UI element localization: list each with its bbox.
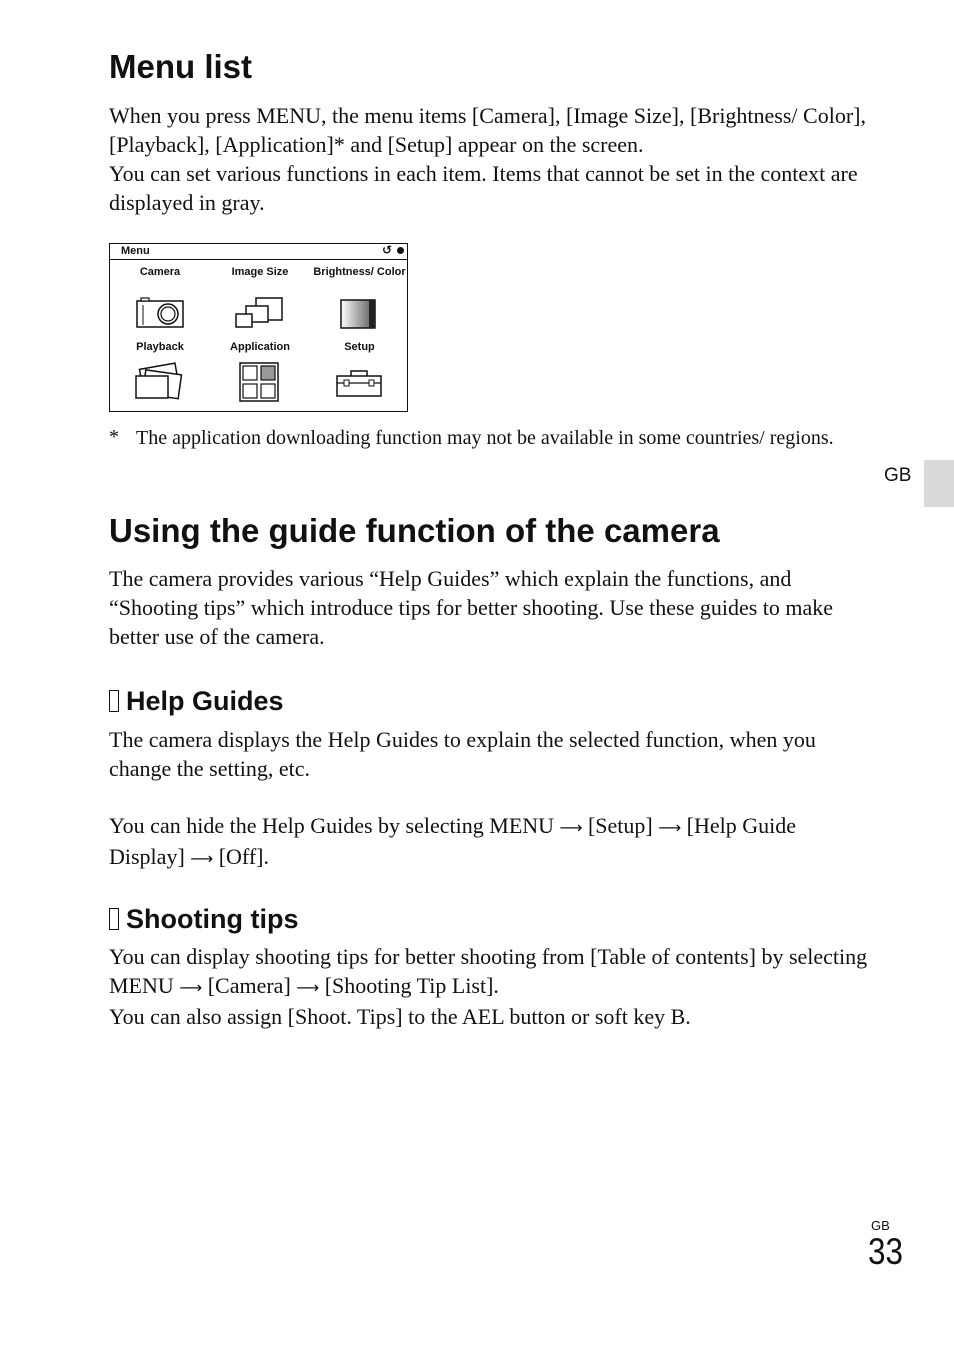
region-side-tab — [924, 460, 954, 507]
text-segment: [Off]. — [218, 844, 269, 869]
arrow-right-icon: ⟶ — [658, 818, 682, 837]
text-segment: You can display shooting tips for better shooting from [Table of contents] by selecting MENU — [109, 944, 868, 998]
text-segment: [Help Guide Display] — [109, 813, 797, 869]
help-guides-paragraph: The camera displays the Help Guides to explain the selected function, when you change the setting, etc. — [109, 727, 816, 781]
menu-item-camera — [110, 265, 210, 279]
camera-icon — [135, 297, 185, 329]
text-segment: [Shooting Tip List]. — [324, 973, 499, 998]
menu-list-intro-paragraph — [109, 101, 869, 217]
arrow-right-icon: ⟶ — [559, 818, 583, 837]
back-icon: ↺ — [381, 243, 392, 257]
menu-title: Menu — [121, 245, 150, 257]
indicator-dot-icon — [397, 247, 404, 254]
arrow-right-icon: ⟶ — [179, 978, 203, 997]
page-heading-menu-list: Menu list — [109, 48, 253, 85]
menu-list-intro-text: When you press MENU, the menu items [Camera], [Image Size], [Brightness/ Color], [Playback], [Application]* and [Setup] appear on the screen. — [109, 103, 866, 157]
menu-item-label: Setup — [344, 341, 375, 353]
menu-item-label: Playback — [136, 341, 184, 353]
application-icon — [239, 362, 279, 402]
footnote-text: The application downloading function may not be available in some countries/ regions. — [136, 427, 834, 449]
menu-item-label: Brightness/ Color — [313, 266, 406, 278]
subheading-text: Shooting tips — [126, 904, 299, 934]
text-segment: [Setup] — [587, 813, 653, 838]
shooting-tips-paragraph — [109, 942, 869, 1031]
menu-item-brightness-color — [310, 265, 409, 279]
text-segment: You can hide the Help Guides by selecting MENU — [109, 813, 555, 838]
region-tab-label: GB — [884, 465, 912, 486]
menu-item-playback — [110, 340, 210, 354]
menu-title-bar — [110, 244, 407, 260]
page-number: 33 — [868, 1231, 903, 1272]
section-heading-guide-function: Using the guide function of the camera — [109, 512, 720, 549]
arrow-right-icon: ⟶ — [190, 849, 214, 868]
menu-screen-illustration — [109, 243, 408, 412]
heading-marker-icon — [109, 690, 119, 712]
subheading-help-guides — [109, 685, 284, 717]
setup-toolbox-icon — [334, 367, 384, 399]
text-segment: [Camera] — [207, 973, 291, 998]
menu-item-label: Image Size — [231, 266, 289, 278]
playback-icon — [132, 362, 188, 402]
menu-item-label: Camera — [139, 266, 181, 278]
menu-item-label: Application — [230, 341, 290, 353]
menu-item-application — [210, 340, 310, 354]
text-segment: You can also assign [Shoot. Tips] to the AEL button or soft key B. — [109, 1004, 691, 1029]
footnote-mark: * — [109, 426, 119, 448]
help-guides-hide-paragraph — [109, 811, 869, 873]
heading-marker-icon — [109, 908, 119, 930]
image-size-icon — [234, 296, 286, 330]
brightness-color-icon — [339, 298, 379, 330]
subheading-text: Help Guides — [126, 686, 284, 716]
guide-function-paragraph: The camera provides various “Help Guides” which explain the functions, and “Shooting tips” which introduce tips for better shooting. Use these guides to make better use of the camera. — [109, 566, 834, 649]
arrow-right-icon: ⟶ — [296, 978, 320, 997]
page-region-label: GB — [871, 1218, 890, 1233]
menu-item-setup — [310, 340, 409, 354]
menu-item-image-size — [210, 265, 310, 279]
subheading-shooting-tips — [109, 903, 298, 935]
menu-list-gray-text: You can set various functions in each item. Items that cannot be set in the context are displayed in gray. — [109, 161, 858, 215]
